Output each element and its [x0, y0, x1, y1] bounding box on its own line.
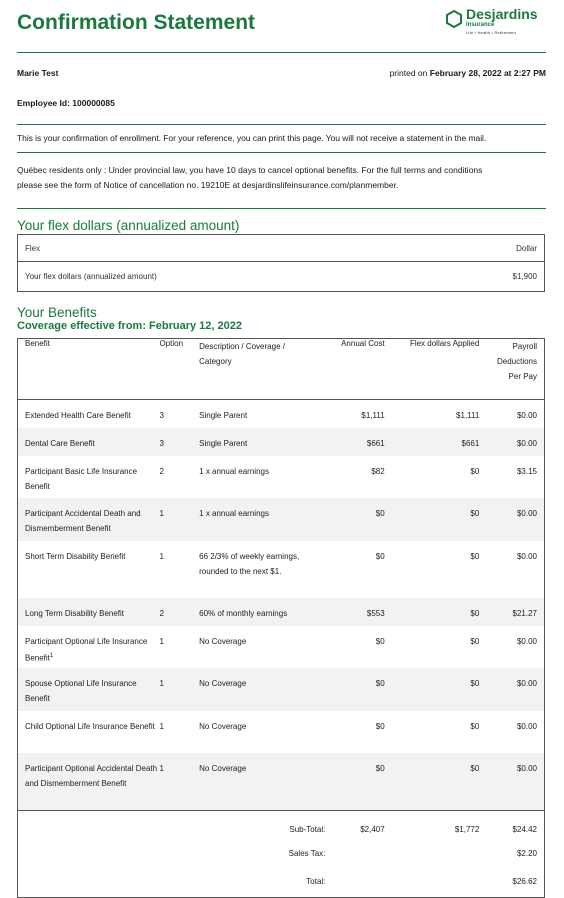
total-label: Total:	[306, 876, 326, 886]
flex-table-header	[18, 235, 544, 262]
benefit-annual-cost: $1,111	[361, 411, 385, 420]
benefit-flex-applied: $1,111	[456, 411, 480, 420]
benefit-description: Single Parent	[199, 438, 248, 448]
subtotal-flex: $1,772	[454, 825, 480, 834]
benefit-flex-applied: $0	[470, 678, 480, 688]
benefit-name: Child Optional Life Insurance Benefit	[25, 721, 155, 731]
col-description	[199, 339, 325, 400]
col-payroll-l3: Per Pay	[508, 372, 537, 381]
subtotal-label: Sub-Total:	[289, 825, 326, 834]
benefit-payroll: $3.15	[516, 466, 537, 476]
total-row	[18, 867, 544, 895]
table-row	[18, 668, 544, 711]
flex-table	[17, 234, 545, 292]
table-row	[18, 598, 544, 626]
page-title: Confirmation Statement	[17, 11, 256, 34]
footnote-marker: 1	[49, 652, 54, 659]
flex-row-value: $1,900	[512, 272, 537, 281]
benefit-annual-cost: $0	[375, 763, 385, 773]
col-payroll-l2: Deductions	[496, 357, 537, 366]
sales-tax-payroll: $2.20	[516, 848, 537, 858]
benefit-flex-applied: $0	[470, 636, 480, 646]
page-header	[17, 6, 546, 37]
employee-id-label: Employee Id:	[17, 98, 70, 108]
flex-col-flex: Flex	[25, 244, 41, 253]
printed-date: February 28, 2022 at 2:27 PM	[429, 68, 546, 78]
divider	[17, 208, 546, 209]
benefit-flex-applied: $661	[461, 438, 480, 448]
col-description-l2: Category	[199, 357, 232, 366]
flex-section-heading: Your flex dollars (annualized amount)	[17, 218, 240, 233]
desjardins-logo	[446, 6, 546, 42]
divider	[17, 152, 546, 153]
benefit-option: 2	[159, 466, 164, 476]
benefit-name: Short Term Disability Benefit	[25, 551, 126, 561]
col-payroll	[479, 339, 544, 400]
subtotal-row	[18, 811, 544, 839]
quebec-notice-line2: please see the form of Notice of cancellation no. 19210E at desjardinslifeinsurance.com/planmember.	[17, 180, 399, 190]
col-option: Option	[159, 339, 199, 400]
total-payroll: $26.62	[512, 876, 537, 886]
benefits-section-heading: Your Benefits	[17, 305, 97, 320]
employee-name: Marie Test	[17, 68, 59, 78]
benefit-annual-cost: $661	[366, 438, 385, 448]
benefit-name: Participant Optional Accidental Death and Dismemberment Benefit	[25, 763, 158, 788]
table-row	[18, 456, 544, 498]
hexagon-logo-icon	[446, 10, 462, 28]
benefit-description: 1 x annual earnings	[199, 508, 269, 518]
benefit-option: 1	[159, 508, 164, 518]
benefit-option: 1	[159, 551, 164, 561]
coverage-effective: Coverage effective from: February 12, 2022	[17, 320, 242, 332]
employee-id-value: 100000085	[72, 98, 115, 108]
flex-table-row	[18, 262, 544, 291]
benefit-description: No Coverage	[199, 636, 247, 646]
benefit-payroll: $21.27	[512, 608, 537, 618]
logo-insurance: Insurance	[466, 22, 495, 28]
benefit-payroll: $0.00	[516, 763, 537, 773]
benefit-option: 1	[159, 763, 164, 773]
benefit-name: Dental Care Benefit	[25, 438, 95, 448]
sales-tax-label: Sales Tax:	[288, 848, 326, 858]
benefit-description: 1 x annual earnings	[199, 466, 269, 476]
benefit-annual-cost: $0	[375, 551, 385, 561]
benefit-annual-cost: $82	[371, 466, 385, 476]
benefit-option: 3	[159, 438, 164, 448]
benefit-payroll: $0.00	[516, 508, 537, 518]
benefit-name: Extended Health Care Benefit	[25, 411, 131, 420]
benefit-flex-applied: $0	[470, 508, 480, 518]
employee-id	[17, 97, 115, 109]
benefit-annual-cost: $0	[375, 678, 385, 688]
benefit-description: No Coverage	[199, 721, 247, 731]
table-row	[18, 753, 544, 811]
benefit-option: 1	[159, 636, 164, 646]
quebec-notice-line1: Québec residents only : Under provincial law, you have 10 days to cancel optional benefits. For the full terms and conditions	[17, 165, 483, 175]
benefit-payroll: $0.00	[516, 678, 537, 688]
logo-brand: Desjardins	[466, 6, 538, 22]
benefit-payroll: $0.00	[516, 636, 537, 646]
benefit-name: Participant Accidental Death and Dismemberment Benefit	[25, 508, 141, 533]
flex-row-label: Your flex dollars (annualized amount)	[25, 272, 157, 281]
benefit-payroll: $0.00	[516, 438, 537, 448]
col-payroll-l1: Payroll	[512, 342, 537, 351]
benefit-option: 1	[159, 721, 164, 731]
benefit-name: Long Term Disability Benefit	[25, 608, 125, 618]
table-row	[18, 541, 544, 598]
benefit-payroll: $0.00	[516, 721, 537, 731]
table-header-row	[18, 339, 544, 400]
table-row	[18, 428, 544, 456]
benefit-flex-applied: $0	[470, 608, 480, 618]
benefit-flex-applied: $0	[470, 721, 480, 731]
benefit-annual-cost: $0	[375, 508, 385, 518]
benefit-name: Participant Basic Life Insurance Benefit	[25, 466, 138, 491]
benefit-name: Participant Optional Life Insurance Benefit	[25, 636, 148, 663]
benefit-description: No Coverage	[199, 763, 247, 773]
col-description-l1: Description / Coverage /	[199, 342, 285, 351]
subtotal-annual: $2,407	[360, 825, 385, 834]
benefit-description: 66 2/3% of weekly earnings, rounded to the next $1.	[199, 551, 300, 576]
benefit-flex-applied: $0	[470, 551, 480, 561]
benefit-flex-applied: $0	[470, 763, 480, 773]
benefit-option: 3	[159, 411, 164, 420]
table-row	[18, 711, 544, 753]
benefit-option: 2	[159, 608, 164, 618]
benefit-option: 1	[159, 678, 164, 688]
printed-timestamp	[390, 67, 546, 79]
col-annual-cost: Annual Cost	[325, 339, 384, 400]
flex-col-dollar: Dollar	[516, 244, 537, 253]
benefit-name: Spouse Optional Life Insurance Benefit	[25, 678, 137, 703]
subtotal-payroll: $24.42	[512, 825, 537, 834]
benefit-description: No Coverage	[199, 678, 247, 688]
benefit-payroll: $0.00	[516, 411, 537, 420]
benefit-name-cell	[18, 626, 159, 668]
printed-prefix: printed on	[389, 68, 428, 78]
sales-tax-row	[18, 839, 544, 867]
benefits-table	[17, 338, 545, 898]
col-flex-applied: Flex dollars Applied	[385, 339, 480, 400]
benefits-table-grid	[18, 339, 544, 895]
benefit-description: 60% of monthly earnings	[199, 608, 288, 618]
benefit-payroll: $0.00	[516, 551, 537, 561]
benefit-annual-cost: $0	[375, 636, 385, 646]
table-row	[18, 400, 544, 428]
benefit-description: Single Parent	[199, 411, 248, 420]
table-row	[18, 498, 544, 541]
table-row	[18, 626, 544, 668]
benefit-annual-cost: $553	[366, 608, 385, 618]
benefit-flex-applied: $0	[470, 466, 480, 476]
divider	[17, 124, 546, 125]
logo-tagline: Life • Health • Retirement	[466, 30, 517, 35]
confirmation-notice: This is your confirmation of enrollment. For your reference, you can print this page. You will not receive a statement in the mail.	[17, 133, 487, 143]
col-benefit: Benefit	[18, 339, 159, 400]
benefit-annual-cost: $0	[375, 721, 385, 731]
divider	[17, 52, 546, 53]
